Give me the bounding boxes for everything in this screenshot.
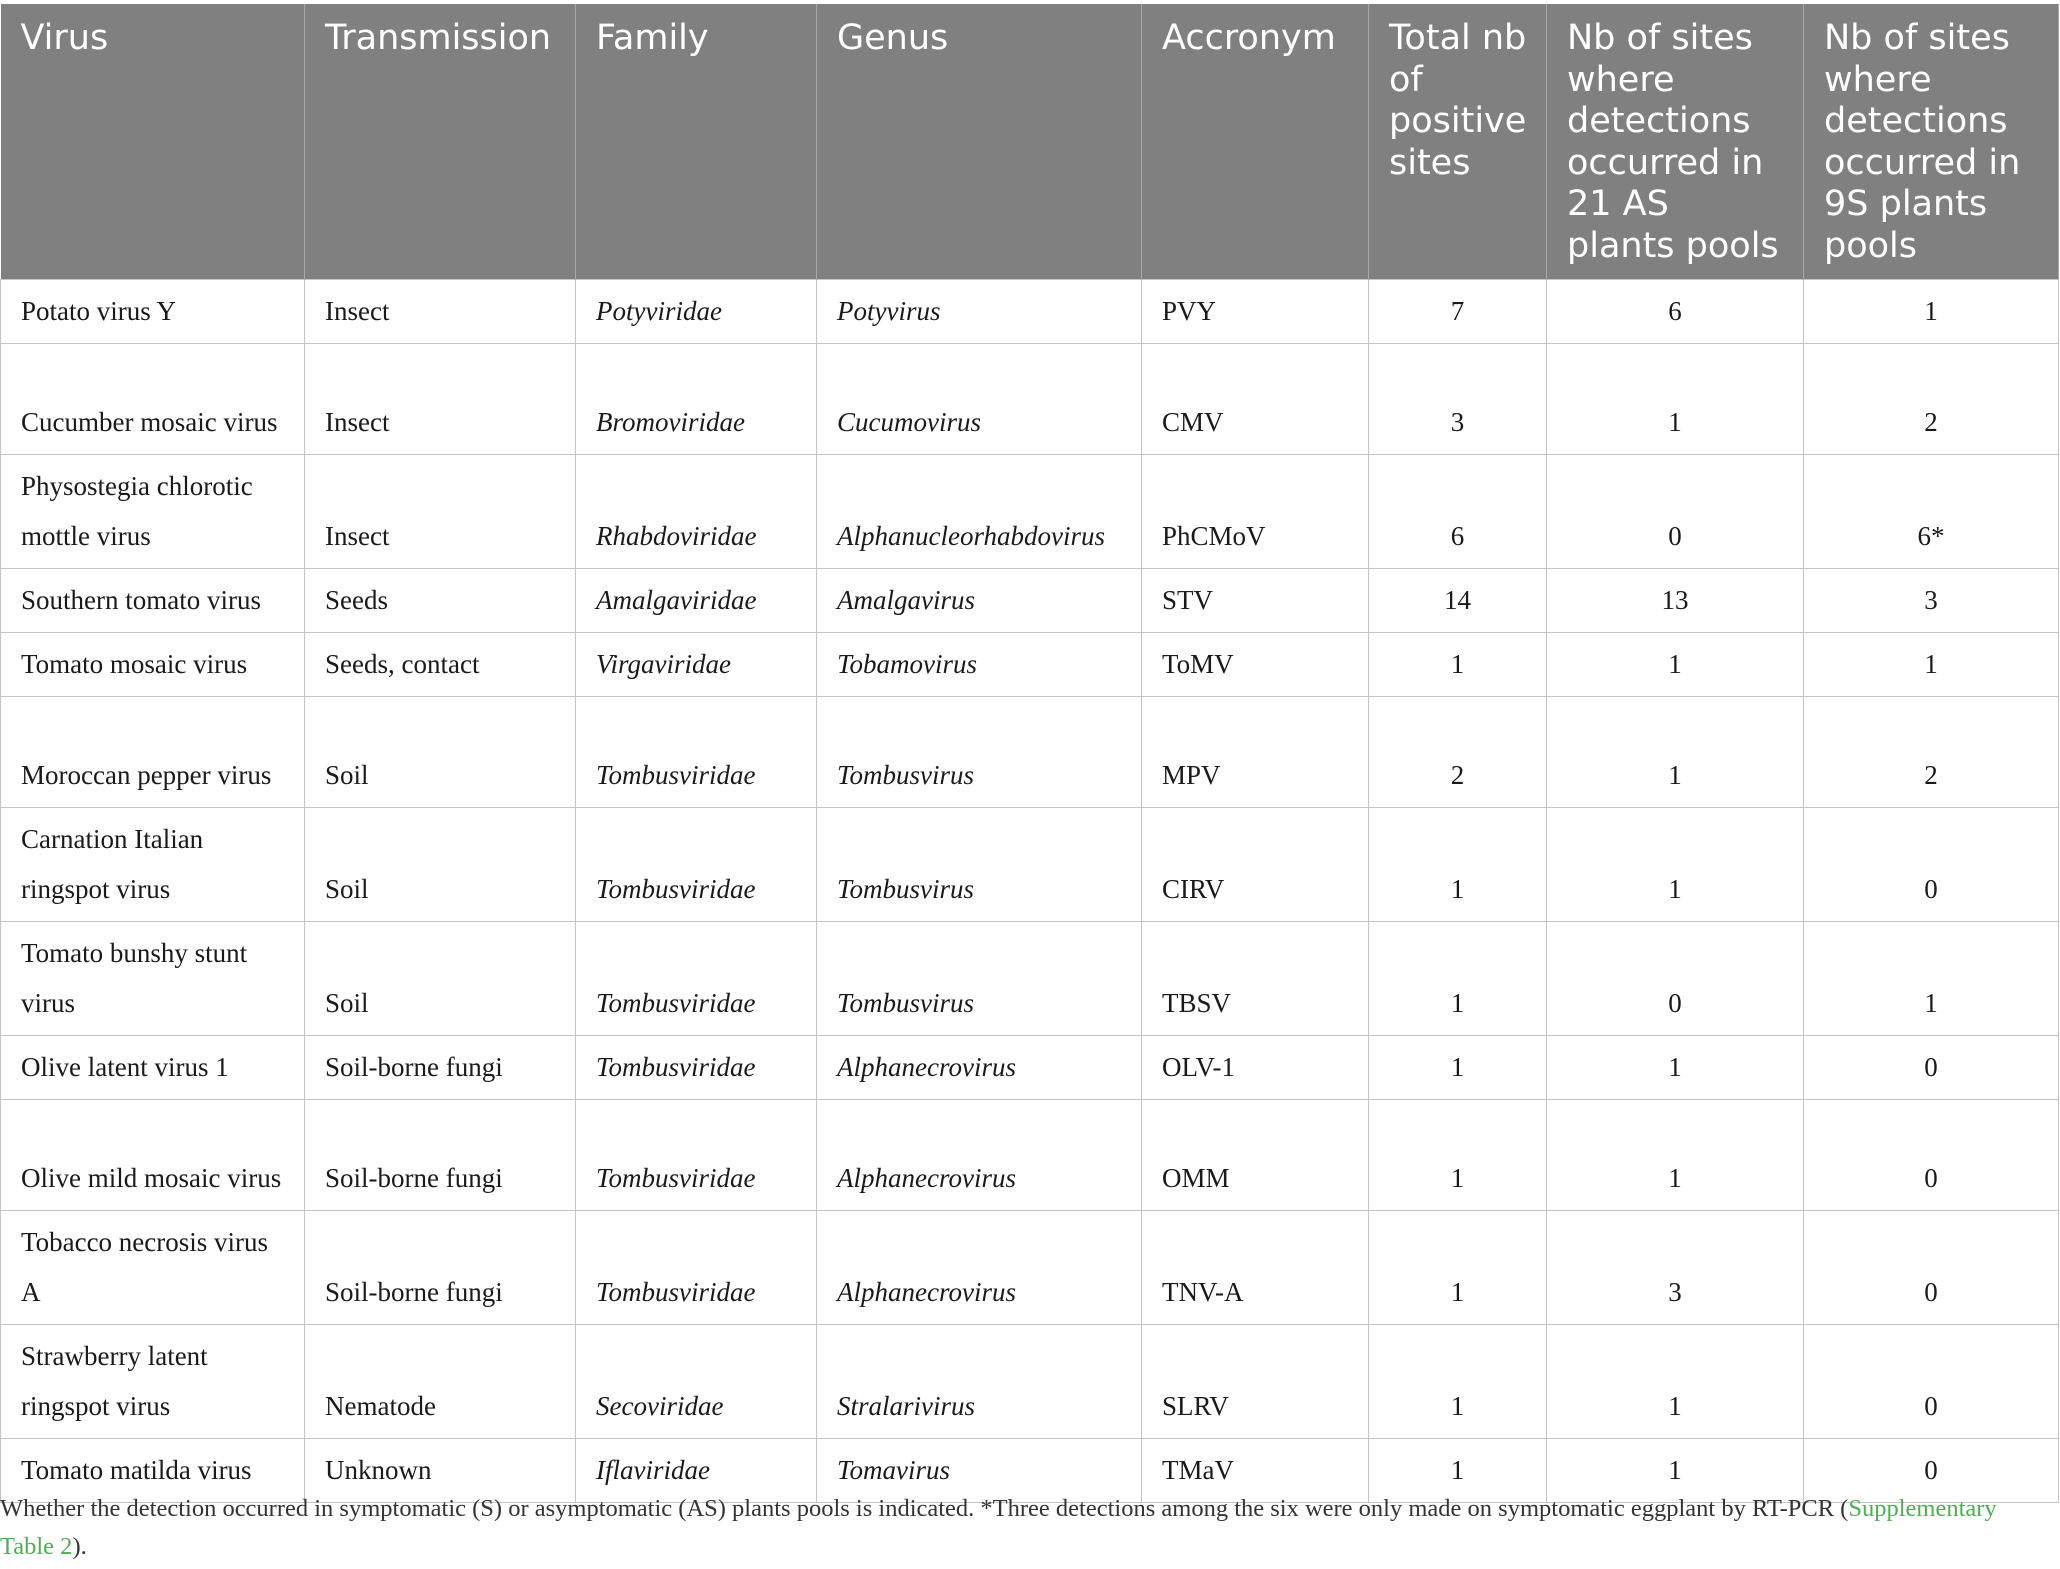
cell-as-count: 0	[1547, 455, 1804, 569]
cell-total: 1	[1369, 1211, 1547, 1325]
cell-s-count: 0	[1804, 1325, 2059, 1439]
cell-genus: Stralarivirus	[817, 1325, 1142, 1439]
cell-s-count: 0	[1804, 1211, 2059, 1325]
cell-as-count: 1	[1547, 633, 1804, 697]
table-row	[1, 922, 2059, 1036]
cell-family: Virgaviridae	[576, 633, 817, 697]
cell-family: Tombusviridae	[576, 922, 817, 1036]
cell-transmission: Seeds, contact	[305, 633, 576, 697]
cell-acronym: TMaV	[1142, 1439, 1369, 1503]
cell-acronym: PVY	[1142, 280, 1369, 344]
cell-as-count: 3	[1547, 1211, 1804, 1325]
cell-genus: Alphanecrovirus	[817, 1036, 1142, 1100]
virus-table	[0, 4, 2059, 1503]
cell-virus: Cucumber mosaic virus	[1, 344, 305, 455]
cell-genus: Tobamovirus	[817, 633, 1142, 697]
cell-virus: Tomato bunshy stunt virus	[1, 922, 305, 1036]
cell-virus: Southern tomato virus	[1, 569, 305, 633]
table-row	[1, 1325, 2059, 1439]
table-row	[1, 633, 2059, 697]
cell-family: Bromoviridae	[576, 344, 817, 455]
cell-virus: Carnation Italian ringspot virus	[1, 808, 305, 922]
cell-family: Tombusviridae	[576, 697, 817, 808]
cell-virus: Olive latent virus 1	[1, 1036, 305, 1100]
cell-genus: Tombusvirus	[817, 808, 1142, 922]
cell-transmission: Soil-borne fungi	[305, 1100, 576, 1211]
cell-transmission: Insect	[305, 344, 576, 455]
cell-acronym: MPV	[1142, 697, 1369, 808]
cell-genus: Alphanucleorhabdovirus	[817, 455, 1142, 569]
cell-virus: Moroccan pepper virus	[1, 697, 305, 808]
cell-total: 1	[1369, 1100, 1547, 1211]
cell-family: Secoviridae	[576, 1325, 817, 1439]
cell-as-count: 1	[1547, 1036, 1804, 1100]
cell-as-count: 1	[1547, 1439, 1804, 1503]
cell-family: Potyviridae	[576, 280, 817, 344]
cell-as-count: 1	[1547, 1100, 1804, 1211]
table-row	[1, 1211, 2059, 1325]
cell-s-count: 0	[1804, 1100, 2059, 1211]
cell-s-count: 2	[1804, 697, 2059, 808]
cell-virus: Strawberry latent ringspot virus	[1, 1325, 305, 1439]
cell-s-count: 3	[1804, 569, 2059, 633]
cell-total: 7	[1369, 280, 1547, 344]
header-as-sites: Nb of sites where detections occurred in 21 AS plants pools	[1547, 4, 1804, 280]
cell-s-count: 2	[1804, 344, 2059, 455]
cell-acronym: OMM	[1142, 1100, 1369, 1211]
cell-genus: Alphanecrovirus	[817, 1100, 1142, 1211]
cell-s-count: 1	[1804, 922, 2059, 1036]
cell-genus: Tombusvirus	[817, 697, 1142, 808]
cell-acronym: PhCMoV	[1142, 455, 1369, 569]
cell-family: Tombusviridae	[576, 1100, 817, 1211]
cell-s-count: 0	[1804, 808, 2059, 922]
cell-total: 6	[1369, 455, 1547, 569]
cell-acronym: TNV-A	[1142, 1211, 1369, 1325]
header-total-positive-sites: Total nb of positive sites	[1369, 4, 1547, 280]
cell-virus: Tomato mosaic virus	[1, 633, 305, 697]
cell-as-count: 1	[1547, 344, 1804, 455]
cell-transmission: Soil	[305, 808, 576, 922]
cell-virus: Olive mild mosaic virus	[1, 1100, 305, 1211]
cell-transmission: Insect	[305, 455, 576, 569]
cell-genus: Tomavirus	[817, 1439, 1142, 1503]
cell-total: 1	[1369, 633, 1547, 697]
cell-genus: Amalgavirus	[817, 569, 1142, 633]
cell-acronym: STV	[1142, 569, 1369, 633]
footnote-text: Whether the detection occurred in symptomatic (S) or asymptomatic (AS) plants pools is indicated. *Three detections among the six were only made on symptomatic eggplant by RT-PCR (	[0, 1495, 1849, 1522]
cell-acronym: CIRV	[1142, 808, 1369, 922]
footnote-end: ).	[72, 1533, 87, 1560]
cell-family: Rhabdoviridae	[576, 455, 817, 569]
cell-family: Tombusviridae	[576, 1036, 817, 1100]
cell-total: 1	[1369, 1036, 1547, 1100]
cell-transmission: Soil	[305, 697, 576, 808]
cell-s-count: 1	[1804, 633, 2059, 697]
table-row	[1, 569, 2059, 633]
cell-virus: Potato virus Y	[1, 280, 305, 344]
cell-s-count: 1	[1804, 280, 2059, 344]
table-container	[0, 4, 2058, 1503]
cell-s-count: 0	[1804, 1439, 2059, 1503]
cell-transmission: Soil-borne fungi	[305, 1211, 576, 1325]
cell-genus: Potyvirus	[817, 280, 1142, 344]
header-s-sites: Nb of sites where detections occurred in 9S plants pools	[1804, 4, 2059, 280]
cell-family: Iflaviridae	[576, 1439, 817, 1503]
table-row	[1, 280, 2059, 344]
cell-total: 1	[1369, 1439, 1547, 1503]
cell-transmission: Nematode	[305, 1325, 576, 1439]
cell-total: 1	[1369, 922, 1547, 1036]
cell-total: 2	[1369, 697, 1547, 808]
table-row	[1, 1100, 2059, 1211]
header-row	[1, 4, 2059, 280]
cell-genus: Cucumovirus	[817, 344, 1142, 455]
cell-as-count: 13	[1547, 569, 1804, 633]
header-genus: Genus	[817, 4, 1142, 280]
cell-acronym: TBSV	[1142, 922, 1369, 1036]
cell-total: 1	[1369, 808, 1547, 922]
table-row	[1, 697, 2059, 808]
cell-s-count: 6*	[1804, 455, 2059, 569]
cell-total: 1	[1369, 1325, 1547, 1439]
cell-as-count: 1	[1547, 808, 1804, 922]
header-virus: Virus	[1, 4, 305, 280]
header-family: Family	[576, 4, 817, 280]
cell-genus: Tombusvirus	[817, 922, 1142, 1036]
cell-transmission: Insect	[305, 280, 576, 344]
cell-transmission: Soil	[305, 922, 576, 1036]
header-acronym: Accronym	[1142, 4, 1369, 280]
table-footnote	[0, 1490, 2055, 1566]
cell-virus: Physostegia chlorotic mottle virus	[1, 455, 305, 569]
cell-transmission: Seeds	[305, 569, 576, 633]
cell-acronym: OLV-1	[1142, 1036, 1369, 1100]
table-row	[1, 455, 2059, 569]
cell-family: Amalgaviridae	[576, 569, 817, 633]
cell-s-count: 0	[1804, 1036, 2059, 1100]
header-transmission: Transmission	[305, 4, 576, 280]
cell-transmission: Unknown	[305, 1439, 576, 1503]
cell-acronym: SLRV	[1142, 1325, 1369, 1439]
cell-family: Tombusviridae	[576, 1211, 817, 1325]
cell-genus: Alphanecrovirus	[817, 1211, 1142, 1325]
cell-as-count: 6	[1547, 280, 1804, 344]
cell-virus: Tomato matilda virus	[1, 1439, 305, 1503]
cell-as-count: 0	[1547, 922, 1804, 1036]
table-header	[1, 4, 2059, 280]
cell-family: Tombusviridae	[576, 808, 817, 922]
cell-transmission: Soil-borne fungi	[305, 1036, 576, 1100]
table-row	[1, 808, 2059, 922]
cell-virus: Tobacco necrosis virus A	[1, 1211, 305, 1325]
cell-as-count: 1	[1547, 697, 1804, 808]
cell-acronym: CMV	[1142, 344, 1369, 455]
table-row	[1, 1036, 2059, 1100]
supplementary-table-link[interactable]: Supplementary Table 2	[0, 1495, 1997, 1560]
cell-total: 3	[1369, 344, 1547, 455]
cell-as-count: 1	[1547, 1325, 1804, 1439]
cell-total: 14	[1369, 569, 1547, 633]
table-body	[1, 280, 2059, 1503]
table-row	[1, 344, 2059, 455]
cell-acronym: ToMV	[1142, 633, 1369, 697]
